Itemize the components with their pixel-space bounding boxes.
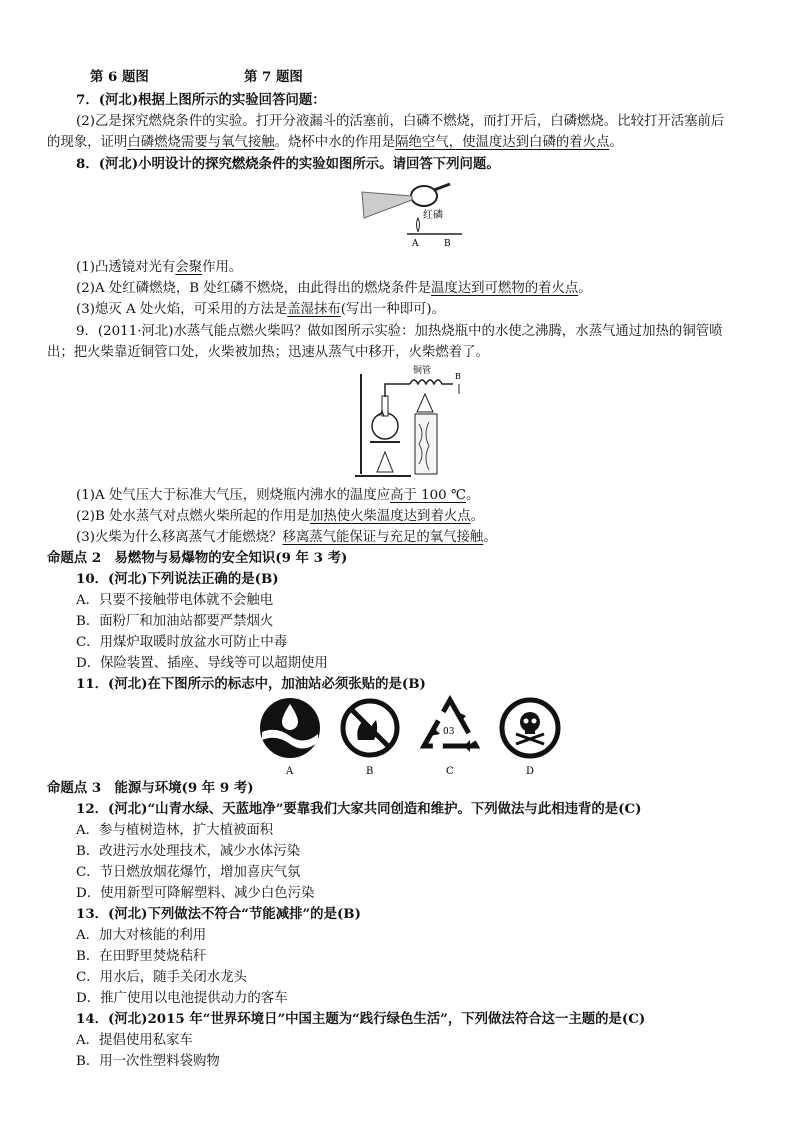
label-a: A xyxy=(412,239,419,248)
no-fire-sign-icon xyxy=(343,701,397,755)
q9-sub2: (2)B 处水蒸气对点燃火柴所起的作用是加热使火柴温度达到着火点。 xyxy=(76,509,485,524)
q10-option-a: A．只要不接触带电体就不会触电 xyxy=(76,593,274,608)
sign-label-c: C xyxy=(446,766,454,777)
flask-icon xyxy=(372,413,398,439)
topic-2-heading: 命题点 2 易燃物与易爆物的安全知识(9 年 3 考) xyxy=(47,550,348,566)
q8-sub1: (1)凸透镜对光有会聚作用。 xyxy=(76,260,243,275)
label-b: B xyxy=(455,372,461,381)
sign-label-d: D xyxy=(526,766,535,777)
q9-sub1: (1)A 处气压大于标准大气压，则烧瓶内沸水的温度应高于 100 ℃。 xyxy=(76,488,480,503)
caption-fig6: 第 6 题图 xyxy=(90,69,149,85)
q13-option-c: C．用水后，随手关闭水龙头 xyxy=(76,970,247,985)
q12-option-a: A．参与植树造林，扩大植被面积 xyxy=(76,823,274,838)
q9-sub3: (3)火柴为什么移离蒸气才能燃烧？移离蒸气能保证与充足的氧气接触。 xyxy=(76,530,497,545)
sign-label-b: B xyxy=(366,766,374,777)
q14-option-a: A．提倡使用私家车 xyxy=(76,1033,193,1048)
q8-stem: 8．(河北)小明设计的探究燃烧条件的实验如图所示。请回答下列问题。 xyxy=(76,156,500,172)
q10-option-c: C．用煤炉取暖时放盆水可防止中毒 xyxy=(76,635,288,650)
q8-sub3: (3)熄灭 A 处火焰，可采用的方法是盖湿抹布(写出一种即可)。 xyxy=(76,302,445,317)
q7-line1: (2)乙是探究燃烧条件的实验。打开分液漏斗的活塞前，白磷不燃烧，而打开后，白磷燃烧。比较打开活塞前后 xyxy=(76,114,725,129)
q10-option-b: B．面粉厂和加油站都要严禁烟火 xyxy=(76,614,274,629)
recycle-code: 03 xyxy=(443,727,455,737)
toxic-sign-icon xyxy=(502,700,558,756)
label-b: B xyxy=(444,239,451,248)
q7-stem: 7．(河北)根据上图所示的实验回答问题： xyxy=(76,92,326,108)
q14-stem: 14．(河北)2015 年“世界环境日”中国主题为“践行绿色生活”，下列做法符合这一主题的是(C) xyxy=(76,1011,646,1027)
q12-option-c: C．节日燃放烟花爆竹，增加喜庆气氛 xyxy=(76,865,301,880)
q8-figure xyxy=(352,182,472,248)
water-sign-icon xyxy=(260,698,320,758)
lamp-icon xyxy=(377,452,393,472)
q7-answer-2: 隔绝空气，使温度达到白磷的着火点 xyxy=(395,135,610,150)
lamp-icon-2 xyxy=(417,394,433,412)
q7-line2: 的现象，证明白磷燃烧需要与氧气接触。烧杯中水的作用是隔绝空气，使温度达到白磷的着火点。 xyxy=(47,135,623,150)
flame-icon xyxy=(417,218,420,232)
q9-stem-1: 9．(2011·河北)水蒸气能点燃火柴吗？做如图所示实验：加热烧瓶中的水使之沸腾，水蒸气通过加热的铜管喷 xyxy=(76,324,723,339)
q9-stem-2: 出；把火柴靠近铜管口处，火柴被加热；迅速从蒸气中移开，火柴燃着了。 xyxy=(47,345,489,360)
topic-3-heading: 命题点 3 能源与环境(9 年 9 考) xyxy=(47,780,254,796)
label-red-phosphorus: 红磷 xyxy=(423,210,443,221)
q12-option-b: B．改进污水处理技术，减少水体污染 xyxy=(76,844,301,859)
sign-label-a: A xyxy=(286,766,294,777)
q12-stem: 12．(河北)“山青水绿、天蓝地净”要靠我们大家共同创造和维护。下列做法与此相违背的是(C) xyxy=(76,801,642,817)
light-beam xyxy=(362,192,412,218)
q7-answer-1: 白磷燃烧需要与氧气接触 xyxy=(127,135,275,150)
q9-figure xyxy=(355,364,475,480)
q11-signs xyxy=(258,694,564,778)
q13-option-d: D．推广使用以电池提供动力的客车 xyxy=(76,991,288,1006)
q12-option-d: D．使用新型可降解塑料、减少白色污染 xyxy=(76,886,315,901)
q13-option-a: A．加大对核能的利用 xyxy=(76,928,207,943)
q8-sub2: (2)A 处红磷燃烧，B 处红磷不燃烧，由此得出的燃烧条件是温度达到可燃物的着火点。 xyxy=(76,281,592,296)
caption-fig7: 第 7 题图 xyxy=(244,69,303,85)
q13-option-b: B．在田野里焚烧秸秆 xyxy=(76,949,207,964)
q13-stem: 13．(河北)下列做法不符合“节能减排”的是(B) xyxy=(76,906,361,922)
q10-option-d: D．保险装置、插座、导线等可以超期使用 xyxy=(76,656,328,671)
label-a: A xyxy=(379,409,385,418)
lens-handle xyxy=(434,184,450,190)
q11-stem: 11．(河北)在下图所示的标志中，加油站必须张贴的是(B) xyxy=(76,676,426,692)
q10-stem: 10．(河北)下列说法正确的是(B) xyxy=(76,571,279,587)
recycle-sign-icon xyxy=(424,700,476,752)
convex-lens-icon xyxy=(411,186,437,206)
label-copper-tube: 铜管 xyxy=(413,366,432,376)
q14-option-b: B．用一次性塑料袋购物 xyxy=(76,1054,220,1069)
copper-coil xyxy=(410,380,453,384)
wood-block xyxy=(415,414,437,474)
